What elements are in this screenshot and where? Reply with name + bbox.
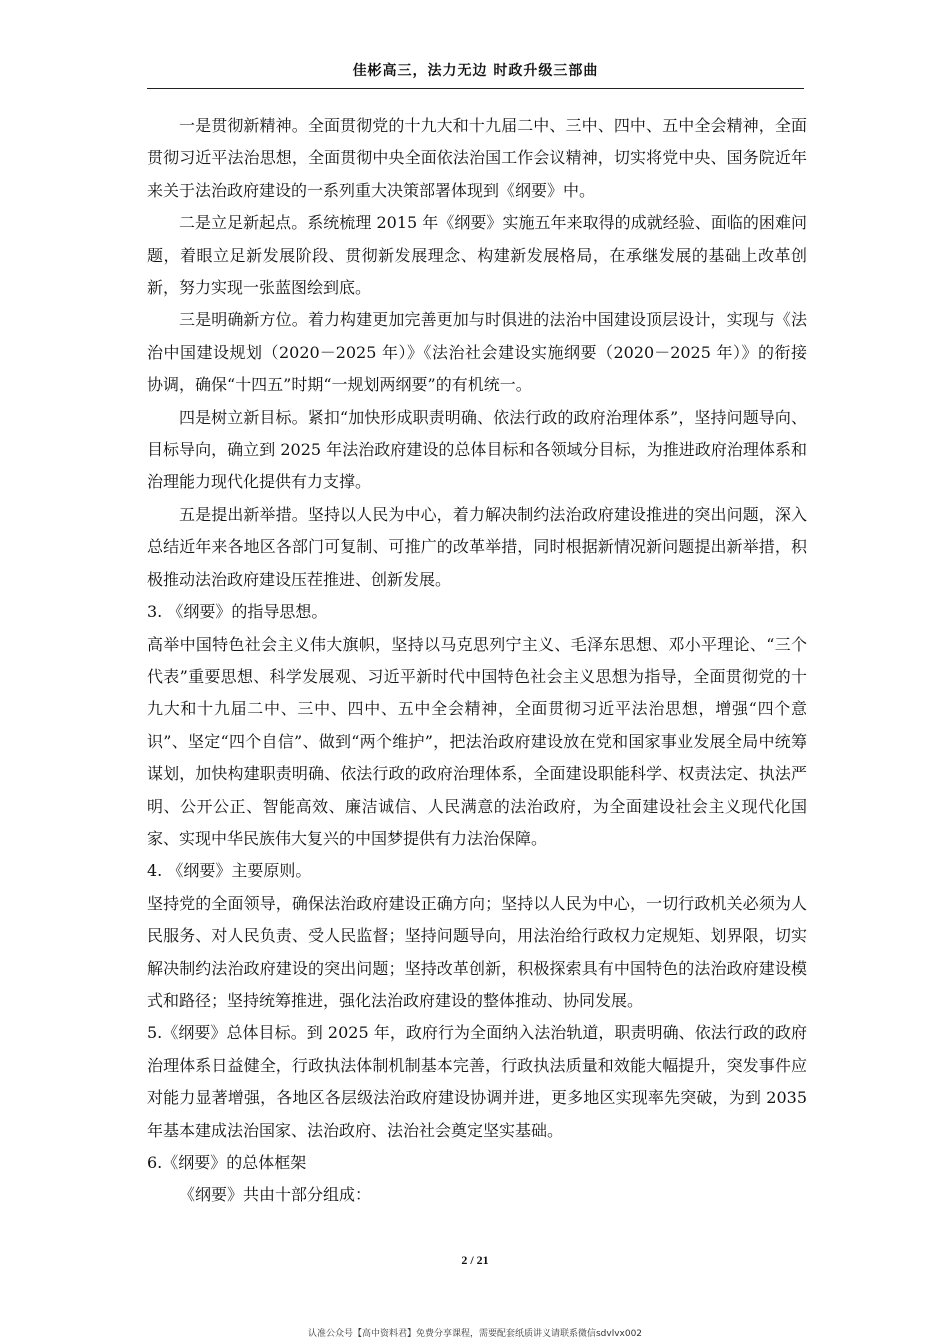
footer-note: 认准公众号【高中资料君】免费分享课程，需要配套纸质讲义请联系微信sdvlvx002: [307, 1329, 643, 1339]
section-heading-4: 4. 《纲要》主要原则。: [147, 861, 312, 881]
running-header: 佳彬高三，法力无边 时政升级三部曲: [352, 63, 599, 79]
paragraph-point-5: 五是提出新举措。坚持以人民为中心，着力解决制约法治政府建设推进的突出问题，深入总结近年来各地区各部门可复制、可推广的改革举措，同时根据新情况新问题提出新举措，积极推动法治政府建设压茬推进、创新发展。: [147, 504, 807, 589]
paragraph-principles: 坚持党的全面领导，确保法治政府建设正确方向；坚持以人民为中心，一切行政机关必须为人民服务、对人民负责、受人民监督；坚持问题导向，用法治给行政权力定规矩、划界限，切实解决制约法治政府建设的突出问题；坚持改革创新，积极探索具有中国特色的法治政府建设模式和路径；坚持统筹推进，强化法治政府建设的整体推动、协同发展。: [147, 893, 807, 1010]
paragraph-overall-goal: 5.《纲要》总体目标。到 2025 年，政府行为全面纳入法治轨道，职责明确、依法行政的政府治理体系日益健全，行政执法体制机制基本完善，行政执法质量和效能大幅提升，突发事件应对能力显著增强，各地区各层级法治政府建设协调并进，更多地区实现率先突破，为到 2035 年基本建成法治国家、法治政府、法治社会奠定坚实基础。: [147, 1023, 807, 1140]
section-heading-6: 6.《纲要》的总体框架: [147, 1153, 307, 1172]
page-number: 2 / 21: [461, 1253, 489, 1267]
document-body: [147, 110, 807, 1212]
paragraph-guiding-thought: 高举中国特色社会主义伟大旗帜，坚持以马克思列宁主义、毛泽东思想、邓小平理论、“三个代表”重要思想、科学发展观、习近平新时代中国特色社会主义思想为指导，全面贯彻党的十九大和十九届二中、三中、四中、五中全会精神，全面贯彻习近平法治思想，增强“四个意识”、坚定“四个自信”、做到“两个维护”，把法治政府建设放在党和国家事业发展全局中统筹谋划，加快构建职责明确、依法行政的政府治理体系，全面建设职能科学、权责法定、执法严明、公开公正、智能高效、廉洁诚信、人民满意的法治政府，为全面建设社会主义现代化国家、实现中华民族伟大复兴的中国梦提供有力法治保障。: [147, 634, 807, 848]
paragraph-point-4: 四是树立新目标。紧扣“加快形成职责明确、依法行政的政府治理体系”，坚持问题导向、目标导向，确立到 2025 年法治政府建设的总体目标和各领域分目标，为推进政府治理体系和治理能力现代化提供有力支撑。: [147, 407, 807, 492]
header-divider: [147, 88, 804, 89]
paragraph-point-2: 二是立足新起点。系统梳理 2015 年《纲要》实施五年来取得的成就经验、面临的困难问题，着眼立足新发展阶段、贯彻新发展理念、构建新发展格局，在承继发展的基础上改革创新，努力实现一张蓝图绘到底。: [147, 213, 807, 298]
section-heading-3: 3. 《纲要》的指导思想。: [147, 602, 328, 622]
paragraph-point-1: 一是贯彻新精神。全面贯彻党的十九大和十九届二中、三中、四中、五中全会精神，全面贯彻习近平法治思想，全面贯彻中央全面依法治国工作会议精神，切实将党中央、国务院近年来关于法治政府建设的一系列重大决策部署体现到《纲要》中。: [147, 116, 807, 200]
paragraph-point-3: 三是明确新方位。着力构建更加完善更加与时俱进的法治中国建设顶层设计，实现与《法治中国建设规划（2020－2025 年）》《法治社会建设实施纲要（2020－2025 年）》的衔接协调，确保“十四五”时期“一规划两纲要”的有机统一。: [147, 310, 807, 395]
paragraph-framework: 《纲要》共由十部分组成：: [179, 1185, 372, 1205]
